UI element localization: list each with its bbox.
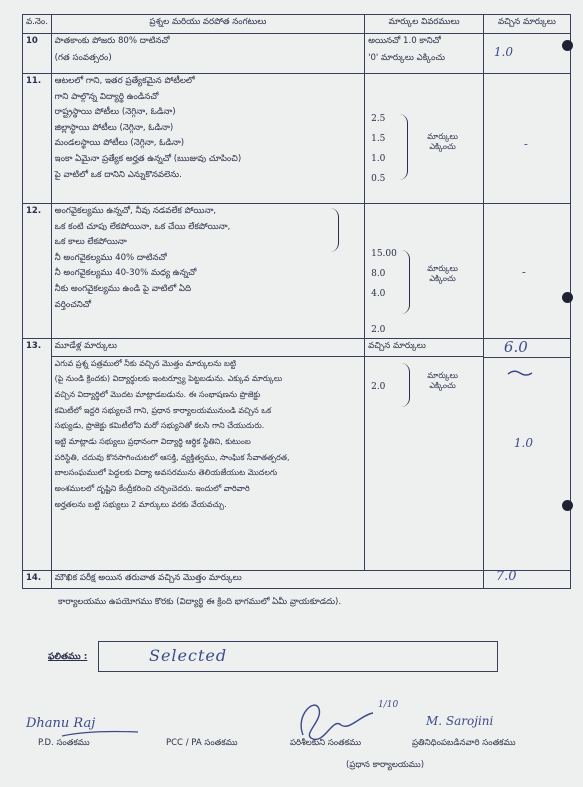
- row-line: ఇంకా ఏమైనా ప్రత్యేక అర్హత ఉన్నచో (ఋజువు చూపించి): [54, 153, 242, 164]
- table-row: [23, 571, 571, 589]
- row-obtained: [483, 74, 570, 204]
- head-office-label: (ప్రధాన కార్యాలయము): [346, 760, 425, 770]
- result-value: Selected: [149, 646, 228, 665]
- marks-value: 1.0: [371, 154, 386, 164]
- handwritten-mark: 6.0: [503, 338, 528, 356]
- row-number: 14.: [23, 571, 52, 589]
- header-sno: వ.నెం.: [23, 15, 52, 34]
- row-line: గాని పాల్గొన్న విద్యార్థి ఉండినచో: [54, 91, 159, 102]
- table-row: [23, 339, 571, 571]
- row-line: నీకు అంగవైకల్యము ఉండి పై వాటిలో ఏది: [54, 283, 192, 294]
- brace-label: మార్కులు ఎక్కించు: [427, 264, 458, 284]
- marks-value: 4.0: [371, 289, 386, 299]
- row-line: పాతకాంకు పోజరు 80% దాటినచో: [54, 36, 170, 46]
- table-row: [23, 74, 571, 204]
- handwritten-mark: -: [521, 265, 526, 279]
- row-line: (పై నుండి క్రిందకు) విద్యార్థులకు ఇంటర్వ్యూ పెట్టబడును. ఎక్కువ మార్కులు: [54, 374, 283, 384]
- row-line: జిల్లాస్థాయి పోటీలు (నెగ్గినా, ఓడినా): [54, 122, 174, 133]
- row-marks-details: [365, 34, 484, 74]
- punch-hole: [562, 500, 573, 511]
- marks-value-list: [371, 244, 397, 340]
- row-marks-details: [365, 74, 484, 204]
- interviewer-date: 1/10: [378, 700, 399, 710]
- row-line: నీ అంగవైకల్యము 40% దాటినచో: [54, 252, 167, 263]
- row-number: 10: [23, 34, 52, 74]
- marks-value: 1.5: [371, 134, 386, 144]
- row-line: కమిటీలో ఇద్దరి సభ్యులచే గాని, ప్రధాన కార్యాలయమునుండి వచ్చిన ఒక: [54, 405, 272, 415]
- row-line: ఇట్టి మాట్లాడు సభ్యులు ప్రధానంగా విద్యార్థి ఆర్థిక స్థితిని, కుటుంబ: [54, 436, 251, 446]
- row-line: వచ్చిన విద్యార్థిలో మొదట మాట్లాడబడును. ఈ సంభాషణను ప్రొజెక్టు: [54, 389, 261, 399]
- row-line: (గత సంవత్సరం): [54, 52, 112, 63]
- marks-value: 15.00: [371, 249, 397, 259]
- row-line: ఆటలలో గాని, ఇతర ప్రత్యేకమైన పోటీలలో: [54, 76, 195, 86]
- row-marks-line: '0' మార్కులు ఎక్కించు: [368, 52, 446, 63]
- pd-signature-label: P.D. సంతకము: [38, 738, 90, 748]
- row-line: పై వాటిలో ఒక దానిని ఎన్నుకొనవలెను.: [54, 169, 182, 180]
- row-obtained: [483, 571, 570, 589]
- row-line: పరిస్థితి, చదువు కొనసాగించుటలో ఆసక్తి, వ్యక్తిత్వము, సాంఘిక సేవాతత్పరత,: [54, 452, 290, 462]
- row-number: 12.: [23, 204, 52, 339]
- handwritten-mark: 1.0: [513, 436, 533, 450]
- brace-label: మార్కులు ఎక్కించు: [427, 132, 458, 152]
- punch-hole: [562, 40, 573, 51]
- table-row: [23, 34, 571, 74]
- marks-value: 8.0: [371, 269, 386, 279]
- row-number: 13.: [23, 339, 52, 571]
- row-line: ఎగువ ప్రశ్న పత్రములో నీకు వచ్చిన మొత్తం మార్కులను బట్టి: [54, 358, 237, 368]
- curly-brace: [399, 114, 408, 180]
- row-description: [51, 204, 364, 339]
- row-line: వర్తించనిచో: [54, 299, 92, 310]
- row-description: [51, 339, 364, 571]
- row-obtained: [483, 204, 570, 339]
- row-obtained: [483, 339, 570, 571]
- row-marks-details: [365, 204, 484, 339]
- handwritten-mark: -: [523, 137, 528, 151]
- row-line: మండలస్థాయి పోటీలు (నెగ్గినా, ఓడినా): [54, 138, 185, 149]
- marks-value: 0.5: [371, 174, 386, 184]
- row-line: రాష్ట్రస్థాయి పోటీలు (నెగ్గినా, ఓడినా): [54, 107, 176, 118]
- marks-value-list: [371, 381, 385, 393]
- row-line: అంశములలో దృష్టిని కేంద్రీకరించి చర్చించెదరు. ఇందులో వారివారి: [54, 483, 250, 493]
- marks-value: 2.0: [371, 325, 386, 335]
- row-marks-details: [365, 339, 484, 571]
- brace-label: మార్కులు ఎక్కించు: [427, 371, 458, 391]
- marks-value: 2.5: [371, 114, 386, 124]
- row-description: [51, 74, 364, 204]
- pcc-signature-label: PCC / PA సంతకము: [166, 738, 238, 748]
- handwritten-mark: 7.0: [495, 569, 517, 584]
- row-line: ఒక కాలు లేకపోయినా: [54, 237, 127, 248]
- office-use-note: కార్యాలయము ఉపయోగము కొరకు (విద్యార్థి ఈ క్రింది భాగములో ఏమీ వ్రాయకూడదు).: [58, 597, 342, 607]
- row-obtained: [483, 34, 570, 74]
- row-description: [51, 571, 483, 589]
- row-marks-header: వచ్చిన మార్కులు: [368, 341, 426, 351]
- representative-signature-label: ప్రతినిధింపబడినవారి సంతకము: [412, 738, 516, 748]
- representative-signature: M. Sarojini: [426, 714, 494, 728]
- curly-brace: [330, 208, 339, 252]
- interviewer-signature-label: పరిశీలకుని సంతకము: [290, 738, 362, 748]
- row-title: మూడేళ్ల మార్కులు: [54, 341, 118, 351]
- header-marks-details: మార్కుల వివరములు: [365, 15, 484, 34]
- pd-signature: Dhanu Raj: [26, 716, 96, 731]
- result-field: [98, 641, 498, 672]
- marks-value-list: [371, 109, 385, 189]
- header-obtained-marks: వచ్చిన మార్కులు: [483, 15, 570, 34]
- marks-value: 2.0: [371, 382, 386, 392]
- curly-brace: [401, 363, 410, 407]
- row-line: నీ అంగవైకల్యము 40-30% మధ్య ఉన్నచో: [54, 268, 197, 279]
- marks-table: [22, 14, 571, 589]
- tick-scribble: [506, 367, 534, 379]
- row-description: [51, 34, 364, 74]
- table-row: [23, 204, 571, 339]
- row-line: అంగవైకల్యము ఉన్నచో, నీవు నడవలేక పోయినా,: [54, 206, 217, 216]
- curly-brace: [401, 250, 410, 314]
- row-line: సభ్యుడు, ప్రొజెక్టు కమిటీలోని మరో సభ్యునితో కలసి గాని చేయుదురు.: [54, 421, 265, 431]
- row-marks-line: అయినచో 1.0 కానిచో: [368, 36, 441, 46]
- row-number: 11.: [23, 74, 52, 204]
- punch-hole: [562, 292, 573, 303]
- table-header-row: [23, 15, 571, 34]
- row-line: అర్హతలను బట్టి సభ్యులు 2 మార్కులు వరకు వేయవచ్చు.: [54, 499, 227, 509]
- row-line: ఒక కంటి చూపు లేకపోయినా, ఒక చేయి లేకపోయినా,: [54, 221, 231, 232]
- header-description: ప్రశ్నల మరియు వరపోత నంగటులు: [51, 15, 364, 34]
- handwritten-mark: 1.0: [493, 45, 513, 59]
- row-line: బాలసంఘములో పెద్దలకు విద్యా అవసరమును తెలియజేయుట మొదలగు: [54, 468, 278, 478]
- row-line: మౌఖిక పరీక్ష అయిన తరువాత వచ్చిన మొత్తం మార్కులు: [54, 573, 242, 583]
- result-label: ఫలితము :: [48, 652, 88, 662]
